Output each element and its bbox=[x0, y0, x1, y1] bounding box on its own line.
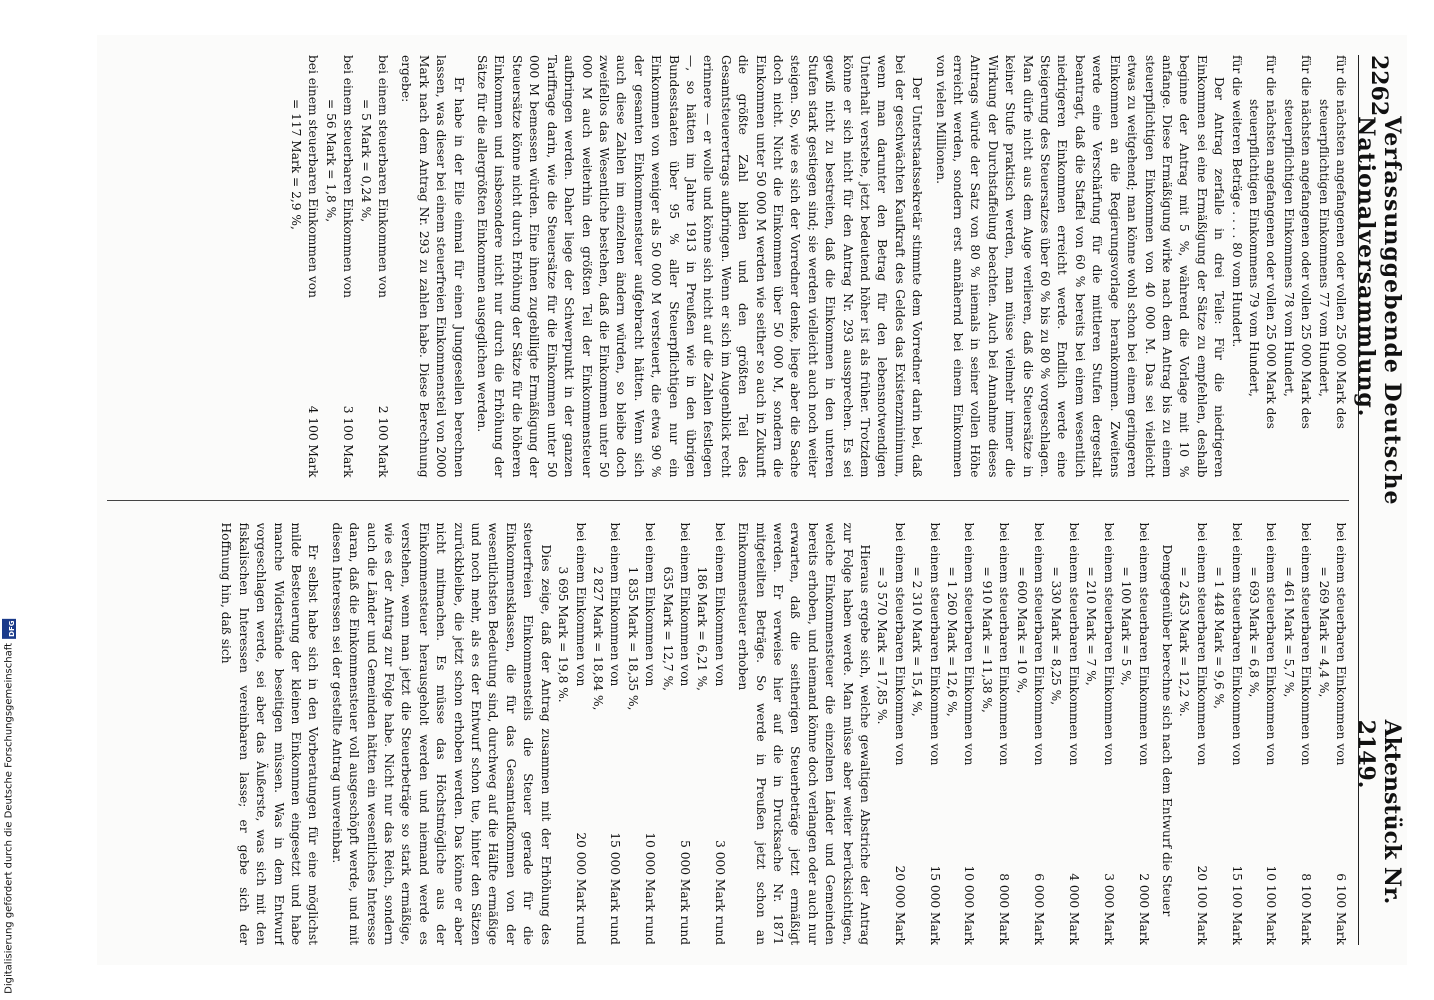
digitization-credit bbox=[2, 619, 16, 994]
calc-label: bei einem steuerbaren Einkommen von bbox=[962, 522, 977, 766]
document-number: Aktenstück Nr. 2149. bbox=[1353, 719, 1405, 905]
calc-result: = 1 260 Mark = 12,6 %, bbox=[945, 566, 960, 717]
calc-result: = 100 Mark = 5 %, bbox=[1119, 566, 1134, 686]
calc-amount: 6 100 Mark bbox=[1334, 873, 1348, 945]
calc-result: steuerpflichtigen Einkommens 77 vom Hundert, bbox=[1316, 99, 1331, 397]
calc-row bbox=[1227, 55, 1244, 478]
calc-result: = 600 Mark = 10 %, bbox=[1014, 566, 1029, 694]
calc-result: = 2 310 Mark = 15,4 %, bbox=[910, 566, 925, 717]
calc-row bbox=[925, 523, 942, 946]
calc-label: bei einem steuerbaren Einkommen von bbox=[1229, 522, 1244, 766]
paragraph: Er selbst habe sich in den Vorberatungen für eine möglichst milde Besteuerung der kleinen Einkommen eingesetzt und habe manche Widerstände beseitigen müssen. Was in dem Entwurf vorgeschlagen werde, sei aber das Äußerste, was sich mit den fiskalischen Interessen vereinbaren lasse; er gebe sich der Hoffnung hin, daß sich bbox=[219, 522, 321, 945]
text-columns bbox=[107, 55, 1349, 945]
paragraph: Dies zeige, daß der Antrag zusammen mit der Erhöhung des steuerfreien Einkommensteils die Steuer gerade für die Einkommensklassen, die für das Gesamtaufkommen von der wesentlichsten Bedeutung sind, durchweg auf die Hälfte ermäßige und noch mehr, als es der Entwurf schon tue, hinter den Sätzen zurückbleibe, die jetzt schon erhoben werden. Das könne er aber nicht mitmachen. Es müsse das Höchstmögliche aus der Einkommensteuer herausgeholt werden und niemand werde es verstehen, wenn man jetzt die Steuerbeträge so stark ermäßige, wie es der Antrag zur Folge habe. Nicht nur das Reich, sondern auch die Länder und Gemeinden hätten ein wesentliches Interesse daran, daß die Einkommensteuer voll ausgeschöpft werde, und mit diesen Interessen sei der gestellte Antrag unvereinbar. bbox=[329, 522, 553, 945]
calculation-list bbox=[1175, 523, 1349, 946]
calc-result: = 3 570 Mark = 17,85 %. bbox=[875, 566, 890, 725]
calc-result: = 269 Mark = 4,4 %, bbox=[1316, 566, 1331, 698]
calc-result: 635 Mark = 12,7 %, bbox=[660, 566, 675, 692]
calc-row bbox=[339, 55, 356, 478]
calc-amount: 3 100 Mark bbox=[341, 405, 356, 478]
calc-row bbox=[1065, 523, 1082, 946]
calc-row bbox=[960, 523, 977, 946]
calc-amount: 4 000 Mark bbox=[1066, 873, 1081, 945]
calc-amount: 20 100 Mark bbox=[1194, 865, 1209, 945]
calc-result: steuerpflichtigen Einkommens 78 vom Hundert, bbox=[1281, 99, 1296, 397]
document-page bbox=[97, 35, 1407, 965]
calc-amount: 8 000 Mark bbox=[997, 873, 1012, 945]
left-column bbox=[107, 55, 1349, 478]
calc-label: bei einem Einkommen von bbox=[712, 522, 727, 687]
calc-label: bei einem steuerbaren Einkommen von bbox=[341, 55, 356, 298]
calc-row bbox=[1262, 55, 1279, 478]
calc-amount: 15 000 Mark rund bbox=[608, 832, 623, 945]
calc-amount: 10 100 Mark bbox=[1264, 865, 1279, 945]
calc-row bbox=[1262, 523, 1279, 946]
calc-amount: 2 100 Mark bbox=[376, 405, 391, 478]
calc-label: bei einem steuerbaren Einkommen von bbox=[927, 522, 942, 766]
calc-result: = 461 Mark = 5,7 %, bbox=[1281, 566, 1296, 698]
calc-result: = 56 Mark = 1,8 %, bbox=[323, 99, 338, 223]
calc-label: bei einem steuerbaren Einkommen von bbox=[1101, 522, 1116, 766]
page-number: 2262 bbox=[1366, 55, 1392, 117]
calc-label: bei einem Einkommen von bbox=[677, 522, 692, 687]
calc-label: für die nächsten angefangenen oder vollen 25 000 Mark des bbox=[1334, 55, 1348, 429]
paragraph: Er habe in der Eile einmal für einen Junggesellen berechnen lassen, was dieser bei einem steuerfreien Einkommensteil von 2000 Mark nach dem Antrag Nr. 293 zu zahlen habe. Diese Berechnung ergebe: bbox=[399, 55, 466, 478]
calc-amount: 3 000 Mark bbox=[1101, 873, 1116, 945]
calc-result: = 330 Mark = 8,25 %, bbox=[1049, 566, 1064, 706]
calc-result: = 210 Mark = 7 %, bbox=[1084, 566, 1099, 686]
calc-row bbox=[1332, 55, 1349, 478]
calc-label: bei einem Einkommen von bbox=[643, 522, 658, 687]
calc-amount: 5 000 Mark rund bbox=[677, 840, 692, 945]
calc-amount: 20 000 Mark rund bbox=[573, 832, 588, 945]
dfg-logo-icon: DFG bbox=[2, 619, 16, 639]
calc-row bbox=[1332, 523, 1349, 946]
column-divider bbox=[107, 500, 1349, 501]
page-header bbox=[1353, 55, 1405, 945]
calc-result: = 117 Mark = 2,9 %, bbox=[289, 99, 304, 230]
page-title: Verfassunggebende Deutsche Nationalversammlung. bbox=[1353, 116, 1405, 506]
calc-row bbox=[710, 523, 727, 946]
calc-result: 3 695 Mark = 19,8 %. bbox=[556, 566, 571, 703]
calc-amount: 20 000 Mark bbox=[892, 865, 907, 945]
paragraph: Der Antrag zerfalle in drei Teile: Für die niedrigeren Einkommen sei eine Ermäßigung der Sätze zu empfehlen, deshalb beginne der Antrag mit 5 %, während die Vorlage mit 10 % anfange. Diese Ermäßigung wirke nach dem Antrag bis zu einem steuerpflichtigen Einkommen von 40 000 M. Das sei vielleicht etwas zu weitgehend; man könne wohl schon bei einem geringeren Einkommen an die Regierungsvorlage herankommen. Zweitens werde eine Verschärfung für die mittleren Stufen dergestalt beantragt, daß die Staffel von 60 % bereits bei einem wesentlich niedrigeren Einkommen erreicht werde. Endlich werde eine Steigerung des Steuersatzes über 60 % bis zu 80 % vorgeschlagen. Man dürfe nicht aus dem Auge verlieren, daß die Steuersätze in keiner Stufe praktisch werden, man müsse vielmehr immer die Wirkung der Durchstaffelung beachten. Auch bei Annahme dieses Antrags würde der Satz von 80 % niemals in seiner vollen Höhe erreicht werden, sondern erst annähernd bei einem Einkommen von vielen Millionen. bbox=[933, 55, 1227, 478]
calc-row bbox=[606, 523, 623, 946]
calc-result: steuerpflichtigen Einkommens 79 vom Hundert, bbox=[1246, 99, 1261, 397]
calc-label: bei einem steuerbaren Einkommen von bbox=[1299, 522, 1314, 766]
calc-row bbox=[1192, 523, 1209, 946]
calc-row bbox=[890, 523, 907, 946]
calc-amount: 15 000 Mark bbox=[927, 865, 942, 945]
rate-list bbox=[1227, 55, 1349, 478]
paragraph: Der Unterstaatssekretär stimmte dem Vorredner darin bei, daß bei der geschwächten Kaufkraft des Geldes das Existenzminimum, wenn man darunter den Betrag für den lebensnotwendigen Unterhalt verstehe, jetzt bedeutend höher ist als früher. Trotzdem könne er sich nicht für den Antrag Nr. 293 aussprechen. Es sei gewiß nicht zu bestreiten, daß die Einkommen in den unteren Stufen stark gestiegen sind; sie werden vielleicht auch noch weiter steigen. So, wie es sich der Vorredner denke, liege aber die Sache doch nicht. Nicht die Einkommen über 50 000 M, sondern die Einkommen unter 50 000 M werden wie seither so auch in Zukunft die größte Zahl bilden und den größten Teil des Gesamtsteuerertrags aufbringen. Wenn er sich im Augenblick recht erinnere — er wolle und könne sich nicht auf die Zahlen festlegen —, so hätten im Jahre 1913 in Preußen wie in den übrigen Bundesstaaten über 95 % aller Steuerpflichtigen nur ein Einkommen von weniger als 50 000 M versteuert, die etwa 90 % der gesamten Einkommensteuer aufgebracht hätten. Wenn sich auch diese Zahlen im einzelnen ändern würden, so bleibe doch zweifellos das Wesentliche bestehen, daß die Einkommen unter 50 000 M auch weiterhin den größten Teil der Einkommensteuer aufbringen werden. Daher liege der Schwerpunkt in der ganzen Tariffrage darin, wie die Steuersätze für die Einkommen unter 50 000 M bemessen würden. Eine ihnen zugebilligte Ermäßigung der Steuersätze könne nicht durch Erhöhung der Sätze für die höheren Einkommen und insbesondere nicht nur durch die Erhöhung der Sätze für die allergrößten Einkommen ausgeglichen werden. bbox=[475, 55, 925, 478]
calc-amount: 4 100 Mark bbox=[306, 405, 321, 478]
calc-row bbox=[1297, 523, 1314, 946]
calculation-list bbox=[873, 523, 1152, 946]
calc-result: 2 827 Mark = 18,84 %, bbox=[590, 566, 605, 711]
calc-row bbox=[1099, 523, 1116, 946]
calc-label: bei einem steuerbaren Einkommen von bbox=[892, 522, 907, 766]
calc-label: bei einem steuerbaren Einkommen von bbox=[1032, 522, 1047, 766]
calc-row bbox=[676, 523, 693, 946]
calc-amount: 8 100 Mark bbox=[1299, 873, 1314, 945]
calc-label: für die nächsten angefangenen oder vollen 25 000 Mark des bbox=[1299, 55, 1314, 429]
calc-amount: 3 000 Mark rund bbox=[712, 840, 727, 945]
calc-label: bei einem steuerbaren Einkommen von bbox=[1066, 522, 1081, 766]
calc-amount: 10 000 Mark bbox=[962, 865, 977, 945]
calc-result: = 693 Mark = 6,8 %, bbox=[1246, 566, 1261, 698]
calc-label: bei einem steuerbaren Einkommen von bbox=[997, 522, 1012, 766]
calc-amount: 6 000 Mark bbox=[1032, 873, 1047, 945]
calc-result: = 1 448 Mark = 9,6 %, bbox=[1212, 566, 1227, 709]
calc-row bbox=[1297, 55, 1314, 478]
credit-text: Digitalisierung gefördert durch die Deutsche Forschungsgemeinschaft bbox=[3, 643, 15, 994]
calc-label: bei einem Einkommen von bbox=[608, 522, 623, 687]
calc-label: bei einem Einkommen von bbox=[573, 522, 588, 687]
calc-row bbox=[374, 55, 391, 478]
calc-result: = 5 Mark = 0,24 %, bbox=[358, 99, 373, 223]
right-column bbox=[107, 523, 1349, 946]
calc-row bbox=[571, 523, 588, 946]
calc-amount: 10 000 Mark rund bbox=[643, 832, 658, 945]
calc-row bbox=[1030, 523, 1047, 946]
calc-row bbox=[1134, 523, 1151, 946]
calculation-list bbox=[287, 55, 391, 478]
calc-amount: 2 000 Mark bbox=[1136, 873, 1151, 945]
calc-label: bei einem steuerbaren Einkommen von bbox=[1264, 522, 1279, 766]
calc-row bbox=[641, 523, 658, 946]
calc-label: bei einem steuerbaren Einkommen von bbox=[376, 55, 391, 298]
calc-row bbox=[1227, 523, 1244, 946]
paragraph: Demgegenüber berechne sich nach dem Entwurf die Steuer bbox=[1159, 544, 1174, 917]
paragraph: Hieraus ergebe sich, welche gewaltigen Abstriche der Antrag zur Folge haben werde. Man müsse aber weiter berücksichtigen, welche Einkommensteuer die einzelnen Länder und Gemeinden bereits erhoben, und niemand könne doch verlangen oder auch nur erwarten, daß die seitherigen Steuerbeträge jetzt ermäßigt werden. Er verweise hier auf die in Drucksache Nr. 1871 mitgeteilten Beträge. So werde in Preußen jetzt schon an Einkommensteuer erhoben bbox=[736, 522, 873, 945]
calc-label: für die weiteren Beträge . . . . 80 vom Hundert. bbox=[1229, 55, 1244, 348]
calc-amount: 15 100 Mark bbox=[1229, 865, 1244, 945]
calculation-list bbox=[554, 523, 728, 946]
calc-label: bei einem steuerbaren Einkommen von bbox=[1136, 522, 1151, 766]
calc-row bbox=[995, 523, 1012, 946]
calc-label: bei einem steuerbaren Einkommen von bbox=[306, 55, 321, 298]
calc-result: = 910 Mark = 11,38 %, bbox=[979, 566, 994, 713]
calc-label: bei einem steuerbaren Einkommen von bbox=[1194, 522, 1209, 766]
calc-label: bei einem steuerbaren Einkommen von bbox=[1334, 522, 1348, 766]
calc-label: für die nächsten angefangenen oder vollen 25 000 Mark des bbox=[1264, 55, 1279, 429]
calc-result: 1 835 Mark = 18,35 %, bbox=[625, 566, 640, 711]
calc-row bbox=[304, 55, 321, 478]
calc-result: 186 Mark = 6,21 %, bbox=[695, 566, 710, 692]
calc-result: = 2 453 Mark = 12,2 %. bbox=[1177, 566, 1192, 717]
